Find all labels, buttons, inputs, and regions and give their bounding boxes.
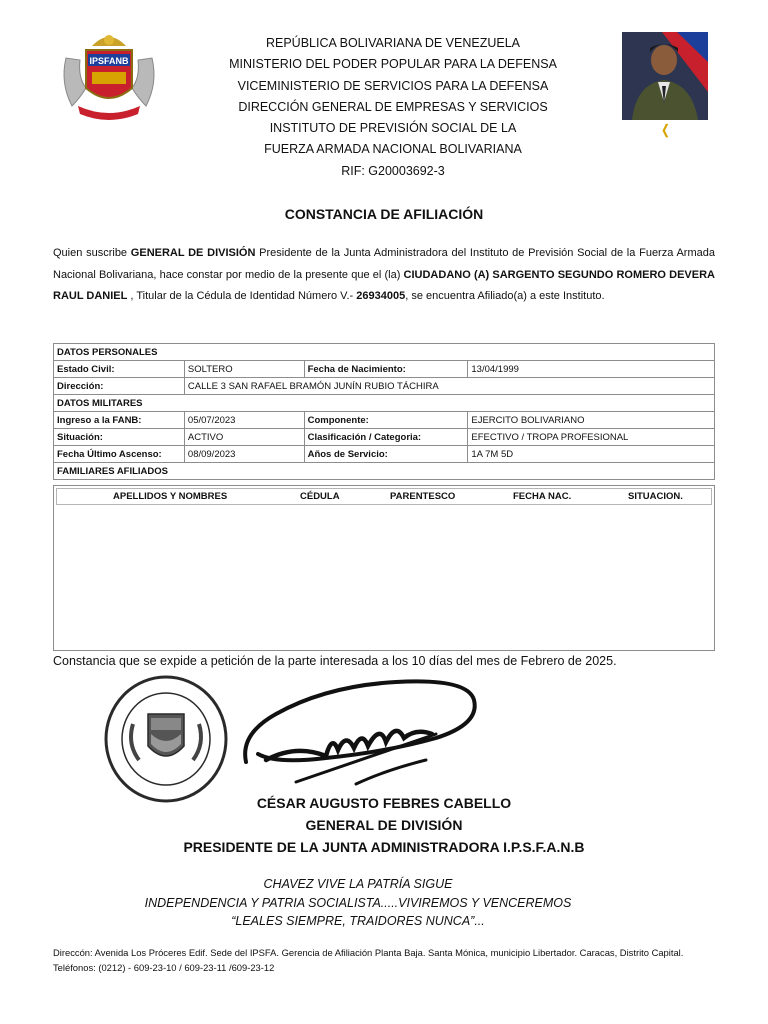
document-title: CONSTANCIA DE AFILIACIÓN [284,206,484,222]
value-situacion: ACTIVO [184,429,304,446]
motto-line: “LEALES SIEMPRE, TRAIDORES NUNCA”... [231,914,485,928]
intro-text: , se encuentra Afiliado(a) a este Instituto. [405,290,605,302]
label-clasificacion: Clasificación / Categoria: [304,429,468,446]
family-table-header [56,488,712,505]
svg-text:IPSFANB: IPSFANB [89,56,129,66]
value-direccion: CALLE 3 SAN RAFAEL BRAMÓN JUNÍN RUBIO TÁCHIRA [184,378,714,395]
affiliate-name: CIUDADANO (A) SARGENTO SEGUNDO ROMERO DEVERA RAUL DANIEL [53,268,715,302]
col-fecha-nac: FECHA NAC. [513,491,572,502]
label-ultimo-ascenso: Fecha Último Ascenso: [54,446,185,463]
intro-paragraph [53,243,715,308]
value-estado-civil: SOLTERO [184,361,304,378]
affiliate-photo [622,32,708,120]
motto-line: CHAVEZ VIVE LA PATRÍA SIGUE [263,877,453,891]
motto-line: INDEPENDENCIA Y PATRIA SOCIALISTA.....VIVIREMOS Y VENCEREMOS [144,895,572,910]
affiliation-data-table [53,343,715,480]
label-anos-servicio: Años de Servicio: [304,446,468,463]
signatory-block [0,792,768,858]
header-line: DIRECCIÓN GENERAL DE EMPRESAS Y SERVICIOS [238,99,548,114]
header-line: VICEMINISTERIO DE SERVICIOS PARA LA DEFENSA [237,78,549,93]
label-ingreso: Ingreso a la FANB: [54,412,185,429]
photo-marker-icon: ❬ [660,122,671,137]
label-componente: Componente: [304,412,468,429]
section-personal: DATOS PERSONALES [54,344,715,361]
closing-statement: Constancia que se expide a petición de la parte interesada a los 10 días del mes de Febrero de 2025. [53,654,617,668]
intro-text: Presidente de la Junta Administradora del Instituto de Previsión Social de la Fuerza Armada Nacional Bolivariana, hace constar por medio de la presente que el (la) [53,247,715,281]
footer-address: Direccón: Avenida Los Próceres Edif. Sede del IPSFA. Gerencia de Afiliación Planta Baja. Santa Mónica, municipio Libertador. Caracas, Distrito Capital. Teléfonos: (0212) - 609-23-10 / 609-23-11 /609-23-12 [53,947,684,973]
signatory-position: PRESIDENTE DE LA JUNTA ADMINISTRADORA I.P.S.F.A.N.B [183,839,585,855]
value-ingreso: 05/07/2023 [184,412,304,429]
signatory-rank: GENERAL DE DIVISIÓN [305,817,463,833]
president-signature [236,674,480,790]
value-ultimo-ascenso: 08/09/2023 [184,446,304,463]
intro-text: Quien suscribe [53,247,131,259]
header-line: FUERZA ARMADA NACIONAL BOLIVARIANA [264,142,522,157]
label-estado-civil: Estado Civil: [54,361,185,378]
id-number: 26934005 [356,290,406,302]
section-family: FAMILIARES AFILIADOS [54,463,715,480]
col-situacion: SITUACION. [628,491,683,502]
value-clasificacion: EFECTIVO / TROPA PROFESIONAL [468,429,715,446]
label-situacion: Situación: [54,429,185,446]
value-componente: EJERCITO BOLIVARIANO [468,412,715,429]
intro-text: , Titular de la Cédula de Identidad Número V.- [127,290,357,302]
header-line: MINISTERIO DEL PODER POPULAR PARA LA DEFENSA [229,57,557,72]
label-direccion: Dirección: [54,378,185,395]
header-line: INSTITUTO DE PREVISIÓN SOCIAL DE LA [269,121,517,136]
signer-rank: GENERAL DE DIVISIÓN [130,247,256,259]
value-anos-servicio: 1A 7M 5D [468,446,715,463]
motto-block [0,875,716,931]
rif-line: RIF: G20003692-3 [341,163,445,178]
affiliation-seal [103,674,229,804]
institution-header [200,33,586,182]
family-table [53,485,715,651]
ipsfanb-logo [58,28,160,124]
col-parentesco: PARENTESCO [390,491,456,502]
header-line: REPÚBLICA BOLIVARIANA DE VENEZUELA [265,36,521,50]
value-fecha-nacimiento: 13/04/1999 [468,361,715,378]
signatory-name: CÉSAR AUGUSTO FEBRES CABELLO [256,795,512,811]
section-military: DATOS MILITARES [54,395,715,412]
col-cedula: CÉDULA [300,491,340,502]
label-fecha-nacimiento: Fecha de Nacimiento: [304,361,468,378]
col-apellidos-nombres: APELLIDOS Y NOMBRES [113,491,228,502]
